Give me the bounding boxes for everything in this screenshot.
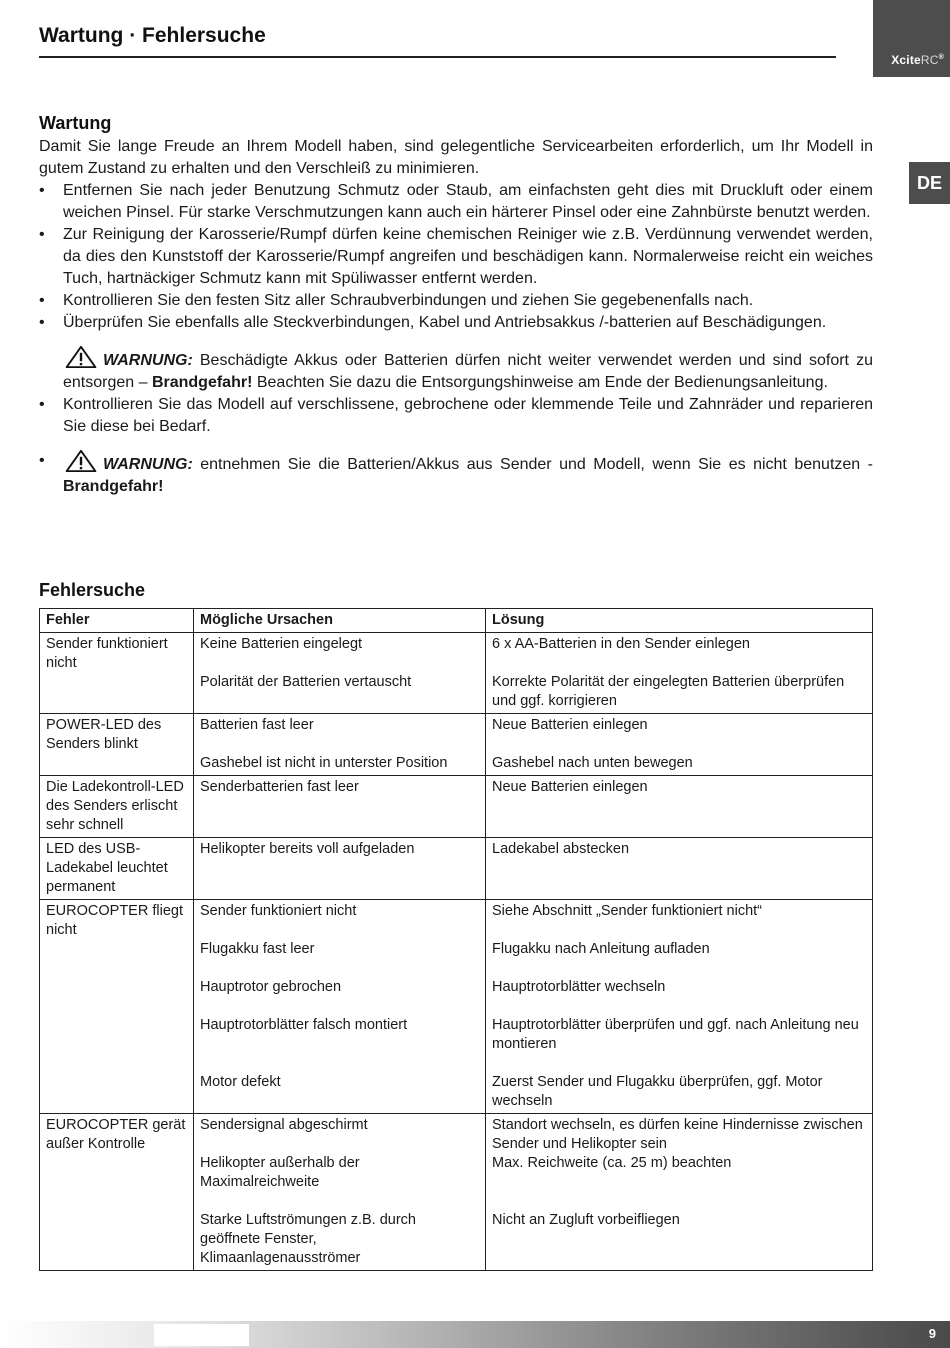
warning-note-damaged-batteries [39, 346, 873, 394]
loesung-cell [486, 714, 873, 776]
fehlersuche-heading: Fehlersuche [39, 580, 146, 600]
cause: Keine Batterien eingelegt [200, 636, 363, 652]
bullet-text: Kontrollieren Sie den festen Sitz aller Schraubverbindungen und ziehen Sie gegebenenfalls nach. [63, 292, 754, 309]
loesung-cell [486, 1114, 873, 1271]
loesung-cell [486, 776, 873, 838]
solution: Neue Batterien einlegen [492, 717, 648, 733]
bullet-dot: • [39, 226, 45, 243]
column-header-loesung: Lösung [486, 609, 873, 633]
brand-logo-text [891, 53, 944, 67]
bullet-dot: • [39, 314, 45, 331]
warning-label: WARNUNG: [103, 456, 193, 473]
bullet-text: Überprüfen Sie ebenfalls alle Steckverbindungen, Kabel und Antriebsakkus /-batterien auf Beschädigungen. [63, 314, 827, 331]
bullet-item [39, 224, 873, 290]
footer-bar [0, 1321, 950, 1348]
warning-emphasis: Brandgefahr! [151, 374, 253, 391]
solution: Neue Batterien einlegen [492, 779, 648, 795]
fehler-cell: POWER-LED des Senders blinkt [40, 714, 194, 776]
warning-triangle-icon [63, 346, 99, 368]
ursachen-cell [194, 633, 486, 714]
wartung-intro: Damit Sie lange Freude an Ihrem Modell haben, sind gelegentliche Servicearbeiten erforderlich, um Ihr Modell in gutem Zustand zu erhalten und den Verschleiß zu minimieren. [39, 138, 873, 177]
brand-logo [873, 0, 950, 77]
wartung-heading: Wartung [39, 113, 112, 133]
fehler-cell: Die Ladekontroll-LED des Senders erlischt sehr schnell [40, 776, 194, 838]
bullet-item [39, 312, 873, 334]
solution: 6 x AA-Batterien in den Sender einlegen [492, 636, 750, 652]
cause: Helikopter bereits voll aufgeladen [200, 841, 415, 857]
table-row [40, 776, 873, 838]
header-divider [39, 56, 836, 58]
solution: Korrekte Polarität der eingelegten Batterien überprüfen und ggf. korrigieren [492, 674, 845, 709]
solution: Gashebel nach unten bewegen [492, 755, 693, 771]
cause: Hauptrotorblätter falsch montiert [200, 1017, 408, 1033]
bullet-dot: • [39, 396, 45, 413]
bullet-item [39, 180, 873, 224]
column-header-fehler: Fehler [40, 609, 194, 633]
column-header-ursachen: Mögliche Ursachen [194, 609, 486, 633]
cause: Sendersignal abgeschirmt [200, 1117, 368, 1133]
loesung-cell [486, 838, 873, 900]
cause: Hauptrotor gebrochen [200, 979, 342, 995]
cause: Motor defekt [200, 1074, 281, 1090]
page-number: 9 [928, 1326, 936, 1341]
solution: Nicht an Zugluft vorbeifliegen [492, 1212, 680, 1228]
warning-text: Beschädigte Akkus oder Batterien dürfen nicht weiter verwendet werden und sind sofort zu entsorgen – [63, 352, 873, 391]
cause: Polarität der Batterien vertauscht [200, 674, 412, 690]
bullet-item [39, 290, 873, 312]
table-row [40, 838, 873, 900]
solution: Flugakku nach Anleitung aufladen [492, 941, 710, 957]
table-row [40, 633, 873, 714]
cause: Starke Luftströmungen z.B. durch geöffnete Fenster, Klimaanlagenausströmer [200, 1212, 416, 1266]
ursachen-cell [194, 838, 486, 900]
bullet-item [39, 394, 873, 438]
table-row [40, 1114, 873, 1271]
fehler-cell: EUROCOPTER gerät außer Kontrolle [40, 1114, 194, 1271]
cause: Flugakku fast leer [200, 941, 315, 957]
cause: Senderbatterien fast leer [200, 779, 359, 795]
language-tab: DE [909, 162, 950, 204]
fehler-cell: LED des USB-Ladekabel leuchtet permanent [40, 838, 194, 900]
cause: Helikopter außerhalb der Maximalreichweite [200, 1155, 360, 1190]
troubleshooting-table [39, 608, 873, 1271]
warning-triangle-icon [63, 450, 99, 472]
warning-text: Beachten Sie dazu die Entsorgungshinweise am Ende der Bedienungsanleitung. [252, 374, 828, 391]
cause: Sender funktioniert nicht [200, 903, 357, 919]
bullet-text: Zur Reinigung der Karosserie/Rumpf dürfen keine chemischen Reiniger wie z.B. Verdünnung verwendet werden, da dies den Kunststoff der Karosserie/Rumpf angreifen und beschädigen kann. Normalerweise reicht ein weiches Tuch, hartnäckiger Schmutz kann mit Spüliwasser entfernt werden. [63, 226, 873, 287]
solution: Hauptrotorblätter überprüfen und ggf. nach Anleitung neu montieren [492, 1017, 859, 1052]
solution: Hauptrotorblätter wechseln [492, 979, 666, 995]
ursachen-cell [194, 1114, 486, 1271]
ursachen-cell [194, 714, 486, 776]
warning-label: WARNUNG: [103, 352, 193, 369]
solution: Max. Reichweite (ca. 25 m) beachten [492, 1155, 732, 1171]
warning-emphasis: Brandgefahr! [63, 478, 164, 495]
solution: Zuerst Sender und Flugakku überprüfen, ggf. Motor wechseln [492, 1074, 823, 1109]
ursachen-cell [194, 900, 486, 1114]
table-row [40, 900, 873, 1114]
logo-reg: ® [938, 54, 944, 61]
solution: Ladekabel abstecken [492, 841, 630, 857]
solution: Standort wechseln, es dürfen keine Hindernisse zwischen Sender und Helikopter sein [492, 1117, 863, 1152]
bullet-dot: • [39, 452, 45, 469]
cause: Gashebel ist nicht in unterster Position [200, 755, 448, 771]
ursachen-cell [194, 776, 486, 838]
bullet-dot: • [39, 182, 45, 199]
bullet-text: Kontrollieren Sie das Modell auf verschlissene, gebrochene oder klemmende Teile und Zahnräder und reparieren Sie diese bei Bedarf. [63, 396, 873, 435]
bullet-text: Entfernen Sie nach jeder Benutzung Schmutz oder Staub, am einfachsten geht dies mit Druckluft oder einem weichen Pinsel. Für starke Verschmutzungen kann auch ein härterer Pinsel oder eine Zahnbürste benutzt werden. [63, 182, 873, 221]
wartung-body [39, 136, 873, 498]
page-title: Wartung · Fehlersuche [39, 24, 266, 47]
table-header-row [40, 609, 873, 633]
logo-rc: RC [920, 53, 939, 67]
cause: Batterien fast leer [200, 717, 314, 733]
footer-accent [154, 1324, 249, 1346]
fehler-cell: Sender funktioniert nicht [40, 633, 194, 714]
warning-text: entnehmen Sie die Batterien/Akkus aus Sender und Modell, wenn Sie es nicht benutzen - [192, 456, 873, 473]
loesung-cell [486, 900, 873, 1114]
solution: Siehe Abschnitt „Sender funktioniert nicht“ [492, 903, 763, 919]
bullet-dot: • [39, 292, 45, 309]
fehler-cell: EUROCOPTER fliegt nicht [40, 900, 194, 1114]
loesung-cell [486, 633, 873, 714]
bullet-item-warning [39, 450, 873, 498]
table-row [40, 714, 873, 776]
logo-brand: Xcite [891, 53, 921, 67]
